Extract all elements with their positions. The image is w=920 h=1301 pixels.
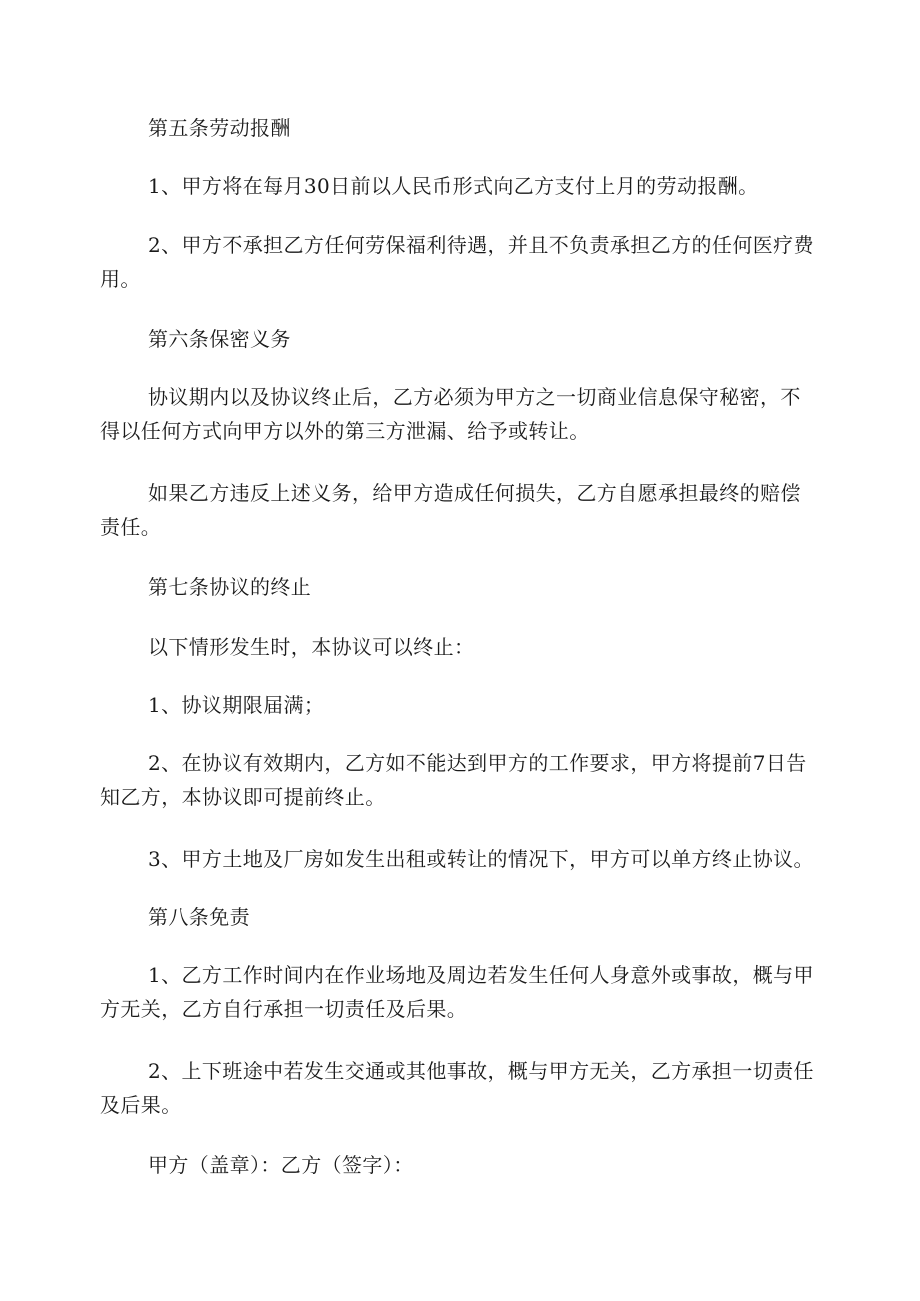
paragraph-7-2: 2、在协议有效期内，乙方如不能达到甲方的工作要求，甲方将提前7日告知乙方，本协议即可提前终止。 xyxy=(100,751,807,809)
section-heading-article-6: 第六条保密义务 xyxy=(148,327,291,351)
paragraph-8-1: 1、乙方工作时间内在作业场地及周边若发生任何人身意外或事故，概与甲方无关，乙方自行承担一切责任及后果。 xyxy=(100,963,814,1021)
paragraph-7-1: 1、协议期限届满； xyxy=(148,693,325,717)
section-heading-article-5: 第五条劳动报酬 xyxy=(148,116,291,140)
signature-line: 甲方（盖章）：乙方（签字）： xyxy=(148,1153,414,1177)
paragraph-7-intro: 以下情形发生时，本协议可以终止： xyxy=(148,635,475,659)
paragraph-8-2: 2、上下班途中若发生交通或其他事故，概与甲方无关，乙方承担一切责任及后果。 xyxy=(100,1059,814,1117)
paragraph-5-1: 1、甲方将在每月30日前以人民币形式向乙方支付上月的劳动报酬。 xyxy=(148,174,759,198)
section-heading-article-8: 第八条免责 xyxy=(148,905,250,929)
section-heading-article-7: 第七条协议的终止 xyxy=(148,575,312,599)
paragraph-7-3: 3、甲方土地及厂房如发生出租或转让的情况下，甲方可以单方终止协议。 xyxy=(148,847,814,871)
paragraph-6-2: 如果乙方违反上述义务，给甲方造成任何损失，乙方自愿承担最终的赔偿责任。 xyxy=(100,481,801,539)
paragraph-5-2: 2、甲方不承担乙方任何劳保福利待遇，并且不负责承担乙方的任何医疗费用。 xyxy=(100,233,814,291)
paragraph-6-1: 协议期内以及协议终止后，乙方必须为甲方之一切商业信息保守秘密，不得以任何方式向甲方以外的第三方泄漏、给予或转让。 xyxy=(100,385,801,443)
